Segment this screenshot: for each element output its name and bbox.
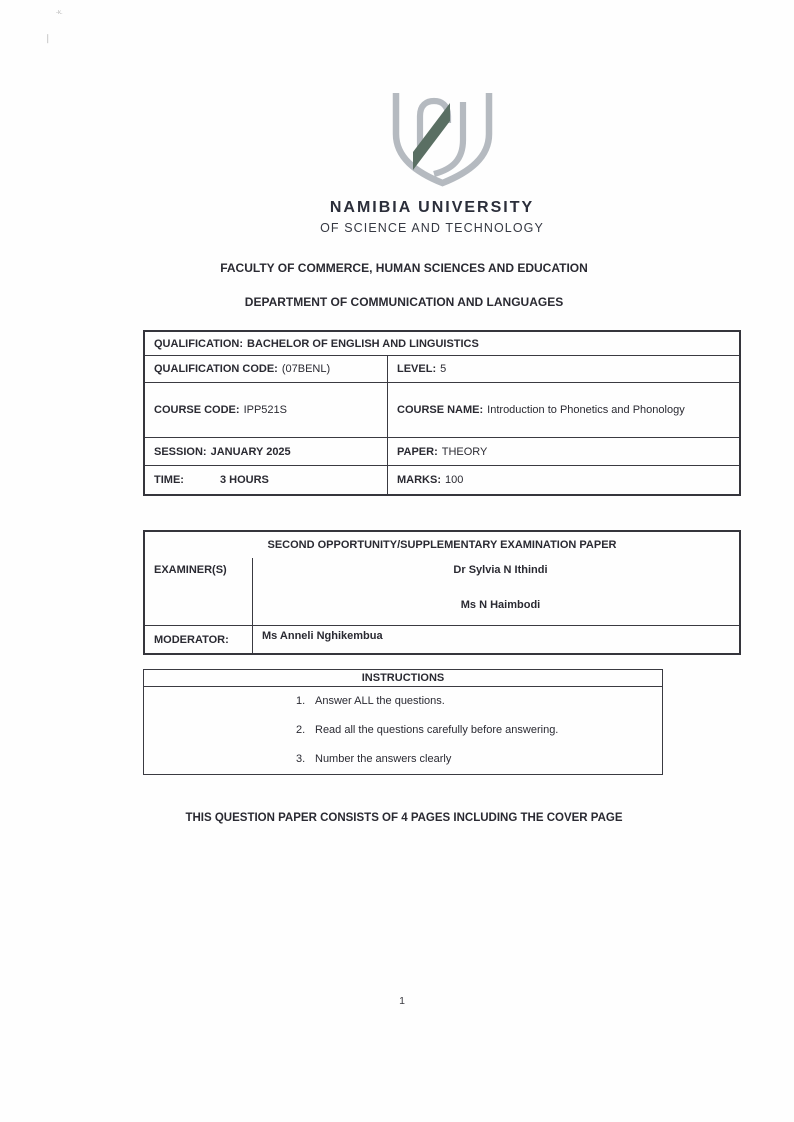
table-row [145,382,739,437]
level-cell [387,356,739,382]
table-row [145,332,739,355]
marks-cell [387,466,739,494]
table-row [145,558,739,625]
paper-label: PAPER: [397,445,438,458]
table-row [145,625,739,653]
table-row [145,355,739,382]
department-heading: DEPARTMENT OF COMMUNICATION AND LANGUAGES [244,295,564,309]
time-cell [145,466,387,494]
qualification-code-value: (07BENL) [281,363,331,375]
instruction-text: Read all the questions carefully before answering. [315,724,559,736]
list-item [296,724,662,736]
list-item [296,695,662,707]
level-value: 5 [440,363,447,375]
instruction-text: Answer ALL the questions. [315,695,445,707]
faculty-heading: FACULTY OF COMMERCE, HUMAN SCIENCES AND EDUCATION [220,261,588,275]
instructions-box [143,669,663,775]
moderator-label-cell [145,626,252,653]
instruction-number: 3. [296,753,306,765]
page-number: 1 [399,995,405,1007]
instructions-list [144,687,662,765]
time-value: 3 HOURS [219,474,269,486]
instruction-text: Number the answers clearly [315,753,452,765]
session-label: SESSION: [154,445,207,458]
course-code-label: COURSE CODE: [154,404,240,416]
examiners-names-cell [252,558,739,625]
examiners-label-cell [145,558,252,625]
list-item [296,753,662,765]
instruction-number: 2. [296,724,306,736]
university-wordmark: NAMIBIA UNIVERSITY [329,199,535,216]
examiner-table [143,530,741,655]
scan-artifact: ❘ [44,33,52,43]
qualification-value: BACHELOR OF ENGLISH AND LINGUISTICS [247,337,479,350]
course-code-value: IPP521S [243,404,287,416]
instructions-title: INSTRUCTIONS [144,670,662,687]
examiners-label: EXAMINER(S) [154,564,227,576]
paper-cell [387,438,739,465]
table-row [145,465,739,494]
examiner-name: Dr Sylvia N Ithindi [453,564,548,576]
course-details-table [143,330,741,496]
nust-shield-logo-icon [385,86,500,191]
page-count-note: THIS QUESTION PAPER CONSISTS OF 4 PAGES INCLUDING THE COVER PAGE [185,812,623,824]
course-name-value: Introduction to Phonetics and Phonology [487,404,685,416]
exam-paper-title: SECOND OPPORTUNITY/SUPPLEMENTARY EXAMINATION PAPER [267,539,617,551]
marks-label: MARKS: [397,474,441,486]
moderator-label: MODERATOR: [154,633,229,646]
moderator-name-cell [252,626,739,653]
paper-value: THEORY [441,445,488,458]
qualification-label: QUALIFICATION: [154,337,244,350]
table-row [145,437,739,465]
qualification-cell [145,332,739,355]
course-name-cell [387,383,739,437]
time-label: TIME: [154,474,184,486]
marks-value: 100 [445,474,464,486]
course-code-cell [145,383,387,437]
qualification-code-label: QUALIFICATION CODE: [154,363,278,375]
qualification-code-cell [145,356,387,382]
session-cell [145,438,387,465]
instruction-number: 1. [296,695,306,707]
moderator-name: Ms Anneli Nghikembua [262,630,383,642]
scan-artifact: -k. [56,10,63,16]
course-name-label: COURSE NAME: [397,404,484,416]
university-wordmark-sub: OF SCIENCE AND TECHNOLOGY [320,221,544,235]
examiner-name: Ms N Haimbodi [460,599,541,611]
level-label: LEVEL: [397,363,437,375]
session-value: JANUARY 2025 [210,445,291,458]
